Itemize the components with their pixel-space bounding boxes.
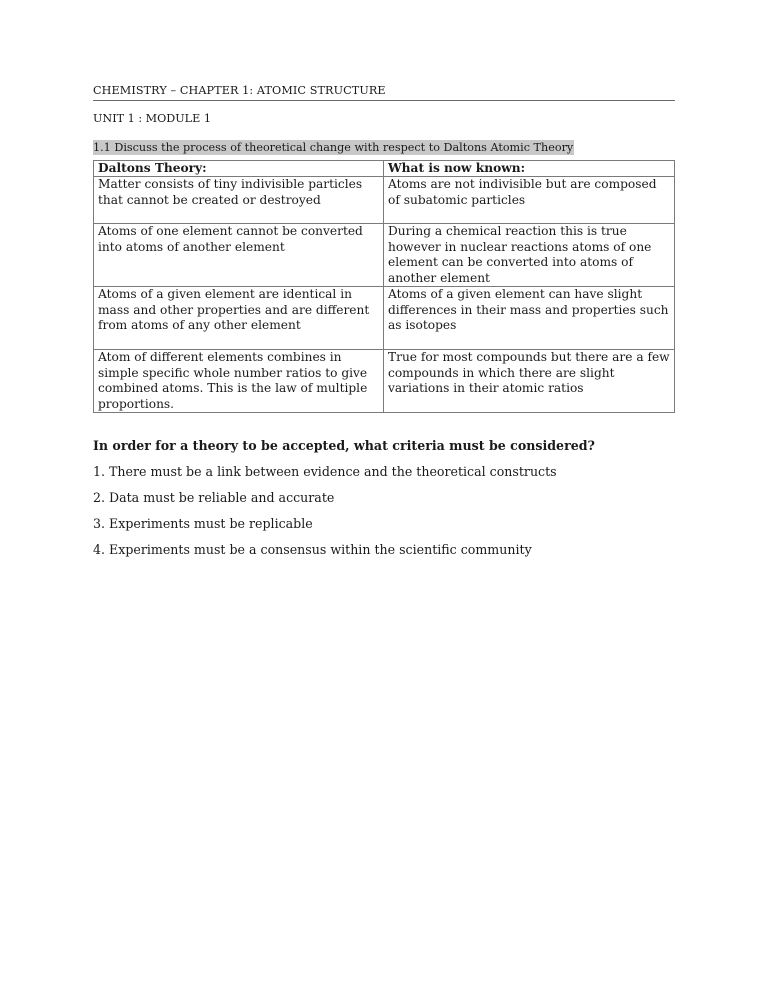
document-page: [93, 83, 675, 558]
known-cell: Atoms are not indivisible but are composed of subatomic particles: [384, 177, 675, 224]
list-item: 2. Data must be reliable and accurate: [93, 490, 335, 506]
criteria-question: In order for a theory to be accepted, what criteria must be considered?: [93, 438, 595, 454]
section-heading-container: [93, 136, 675, 152]
table-row: [94, 177, 675, 224]
dalton-cell: Atom of different elements combines in simple specific whole number ratios to give combined atoms. This is the law of multiple proportions.: [94, 350, 384, 413]
known-cell: Atoms of a given element can have slight differences in their mass and properties such as isotopes: [384, 287, 675, 350]
dalton-cell: Atoms of a given element are identical in mass and other properties and are different from atoms of any other element: [94, 287, 384, 350]
dalton-cell: Atoms of one element cannot be converted into atoms of another element: [94, 224, 384, 287]
document-header: CHEMISTRY – CHAPTER 1: ATOMIC STRUCTURE: [93, 83, 675, 101]
list-item: 4. Experiments must be a consensus within the scientific community: [93, 542, 532, 558]
table-header-row: [94, 161, 675, 177]
unit-label: UNIT 1 : MODULE 1: [93, 112, 211, 125]
dalton-cell: Matter consists of tiny indivisible particles that cannot be created or destroyed: [94, 177, 384, 224]
known-cell: During a chemical reaction this is true however in nuclear reactions atoms of one element can be converted into atoms of another element: [384, 224, 675, 287]
table-row: [94, 287, 675, 350]
section-heading: 1.1 Discuss the process of theoretical change with respect to Daltons Atomic Theory: [93, 141, 574, 154]
column-header-daltons-theory: Daltons Theory:: [94, 161, 384, 177]
known-cell: True for most compounds but there are a few compounds in which there are slight variations in their atomic ratios: [384, 350, 675, 413]
table-row: [94, 224, 675, 287]
list-item: 1. There must be a link between evidence and the theoretical constructs: [93, 464, 557, 480]
criteria-list: [93, 464, 675, 558]
table-row: [94, 350, 675, 413]
dalton-theory-table: [93, 160, 675, 413]
list-item: 3. Experiments must be replicable: [93, 516, 313, 532]
column-header-now-known: What is now known:: [384, 161, 675, 177]
